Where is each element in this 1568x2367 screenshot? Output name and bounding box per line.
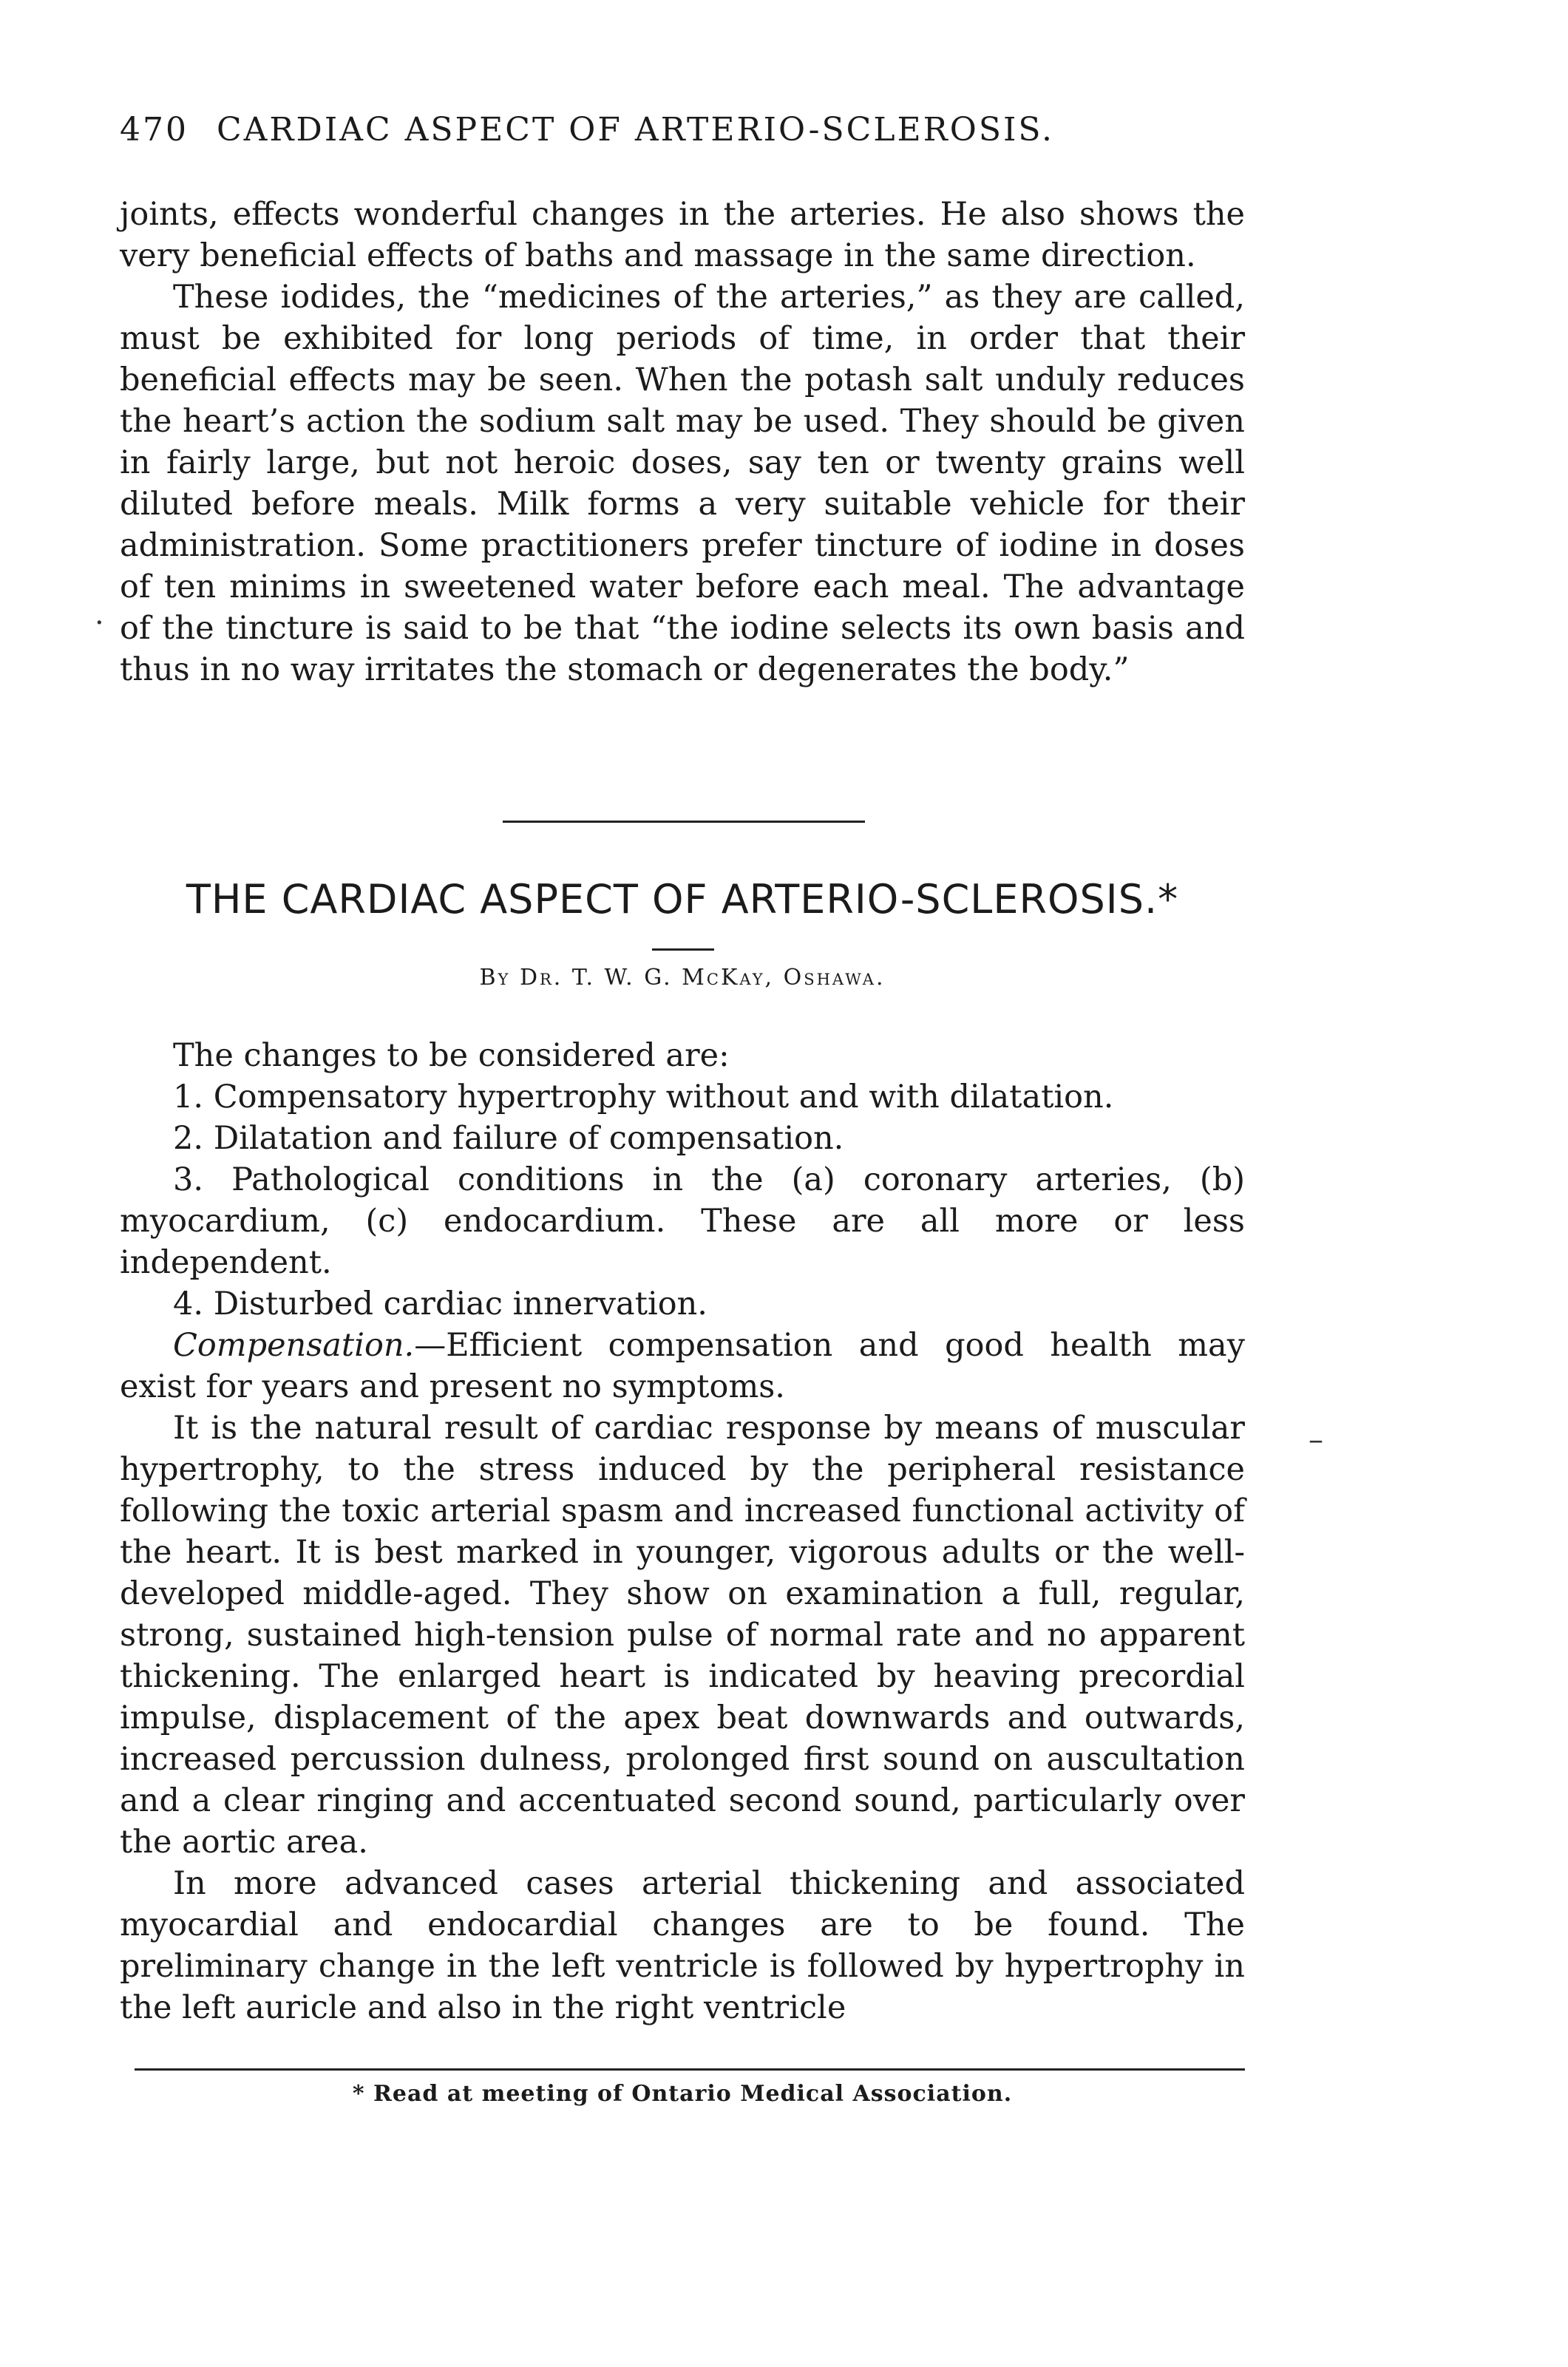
paragraph: joints, effects wonderful changes in the arteries. He also shows the very beneficial effects of baths and massage in the same direction.	[120, 196, 1245, 274]
continued-text	[120, 194, 1245, 690]
running-header	[120, 111, 1054, 149]
paragraph	[120, 1325, 1245, 1407]
paragraph: The changes to be considered are:	[173, 1037, 730, 1074]
paragraph: These iodides, the “medicines of the arteries,” as they are called, must be exhibited for long periods of time, in order that their beneficial effects may be seen. When the potash salt unduly reduces the heart’s action the sodium salt may be used. They should be given in fairly large, but not heroic doses, say ten or twenty grains well diluted before meals. Milk forms a very suitable vehicle for their administration. Some practitioners prefer tincture of iodine in doses of ten minims in sweetened water before each meal. The advantage of the tincture is said to be that “the iodine selects its own basis and thus in no way irritates the stomach or degenerates the body.”	[120, 279, 1245, 688]
article-body	[120, 1035, 1245, 2028]
paragraph-text: —Efficient compensation and good health may exist for years and present no symptoms.	[120, 1327, 1245, 1405]
section-divider	[503, 821, 865, 823]
list-item: 4. Disturbed cardiac innervation.	[173, 1286, 707, 1322]
page-number: 470	[120, 111, 189, 149]
run-in-heading: Compensation.	[173, 1327, 415, 1364]
list-item: 2. Dilatation and failure of compensation.	[173, 1120, 844, 1157]
paragraph: It is the natural result of cardiac response by means of muscular hypertrophy, to the stress induced by the peripheral resistance following the toxic arterial spasm and increased functional activity of the heart. It is best marked in younger, vigorous adults or the well-developed middle-aged. They show on examination a full, regular, strong, sustained high-tension pulse of normal rate and no apparent thickening. The enlarged heart is indicated by heaving precordial impulse, displacement of the apex beat downwards and outwards, increased percussion dulness, prolonged first sound on auscultation and a clear ringing and accentuated second sound, particularly over the aortic area.	[120, 1410, 1245, 1861]
title-rule	[652, 948, 714, 951]
article-byline: By Dr. T. W. G. McKay, Oshawa.	[479, 965, 886, 991]
list-item: 3. Pathological conditions in the (a) coronary arteries, (b) myocardium, (c) endocardium. These are all more or less independent.	[120, 1161, 1245, 1281]
footnote-rule	[135, 2068, 1245, 2071]
footnote: * Read at meeting of Ontario Medical Association.	[352, 2081, 1013, 2107]
margin-mark: ·	[95, 606, 104, 640]
list-item: 1. Compensatory hypertrophy without and with dilatation.	[173, 1079, 1114, 1115]
article-title: THE CARDIAC ASPECT OF ARTERIO-SCLEROSIS.*	[186, 876, 1179, 923]
margin-mark: –	[1309, 1423, 1323, 1457]
running-title: CARDIAC ASPECT OF ARTERIO-SCLEROSIS.	[216, 111, 1054, 149]
paragraph: In more advanced cases arterial thickening and associated myocardial and endocardial changes are to be found. The preliminary change in the left ventricle is followed by hypertrophy in the left auricle and also in the right ventricle	[120, 1865, 1245, 2026]
